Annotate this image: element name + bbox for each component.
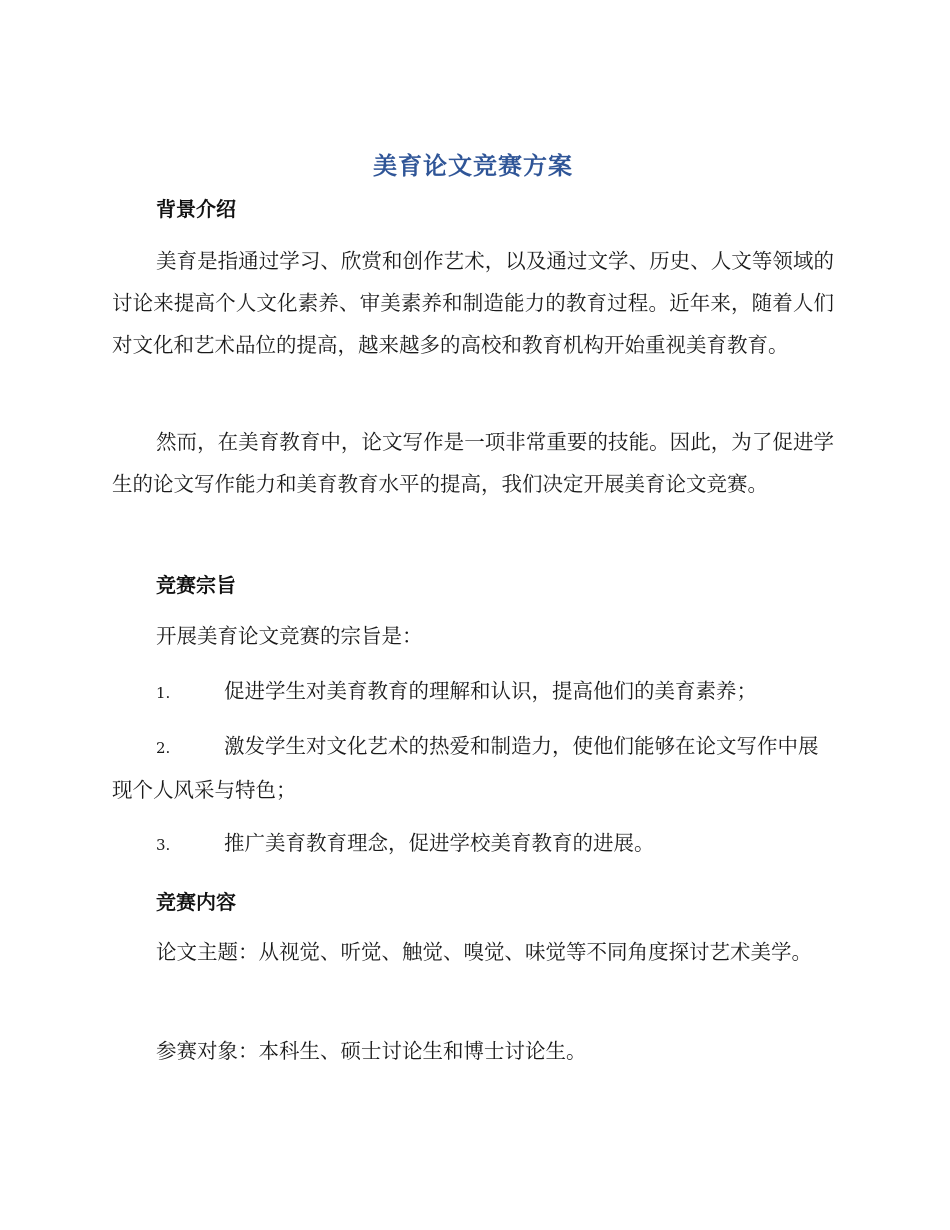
- purpose-intro: 开展美育论文竞赛的宗旨是：: [156, 624, 423, 648]
- list-number: 1.: [156, 684, 171, 702]
- list-number: 2.: [156, 739, 171, 757]
- document-title: 美育论文竞赛方案: [373, 152, 573, 180]
- section-heading-background: 背景介绍: [156, 197, 236, 221]
- content-paragraph-2: 参赛对象：本科生、硕士讨论生和博士讨论生。: [156, 1039, 587, 1063]
- purpose-list-item: [112, 822, 834, 866]
- list-text: 推广美育教育理念，促进学校美育教育的进展。: [224, 831, 655, 855]
- list-text: 促进学生对美育教育的理解和认识，提高他们的美育素养；: [224, 679, 757, 703]
- list-number: 3.: [156, 836, 171, 854]
- section-heading-content: 竞赛内容: [156, 890, 236, 914]
- background-paragraph-2: 然而，在美育教育中，论文写作是一项非常重要的技能。因此，为了促进学生的论文写作能力和美育教育水平的提高，我们决定开展美育论文竞赛。: [112, 430, 834, 496]
- list-text: 激发学生对文化艺术的热爱和制造力，使他们能够在论文写作中展现个人风采与特色；: [112, 734, 819, 802]
- purpose-list-item: [112, 725, 834, 811]
- purpose-list-item: [112, 670, 834, 714]
- background-paragraph-1: 美育是指通过学习、欣赏和创作艺术，以及通过文学、历史、人文等领域的讨论来提高个人文化素养、审美素养和制造能力的教育过程。近年来，随着人们对文化和艺术品位的提高，越来越多的高校和教育机构开始重视美育教育。: [112, 249, 834, 357]
- section-heading-purpose: 竞赛宗旨: [156, 573, 236, 597]
- content-paragraph-1: 论文主题：从视觉、听觉、触觉、嗅觉、味觉等不同角度探讨艺术美学。: [156, 940, 812, 964]
